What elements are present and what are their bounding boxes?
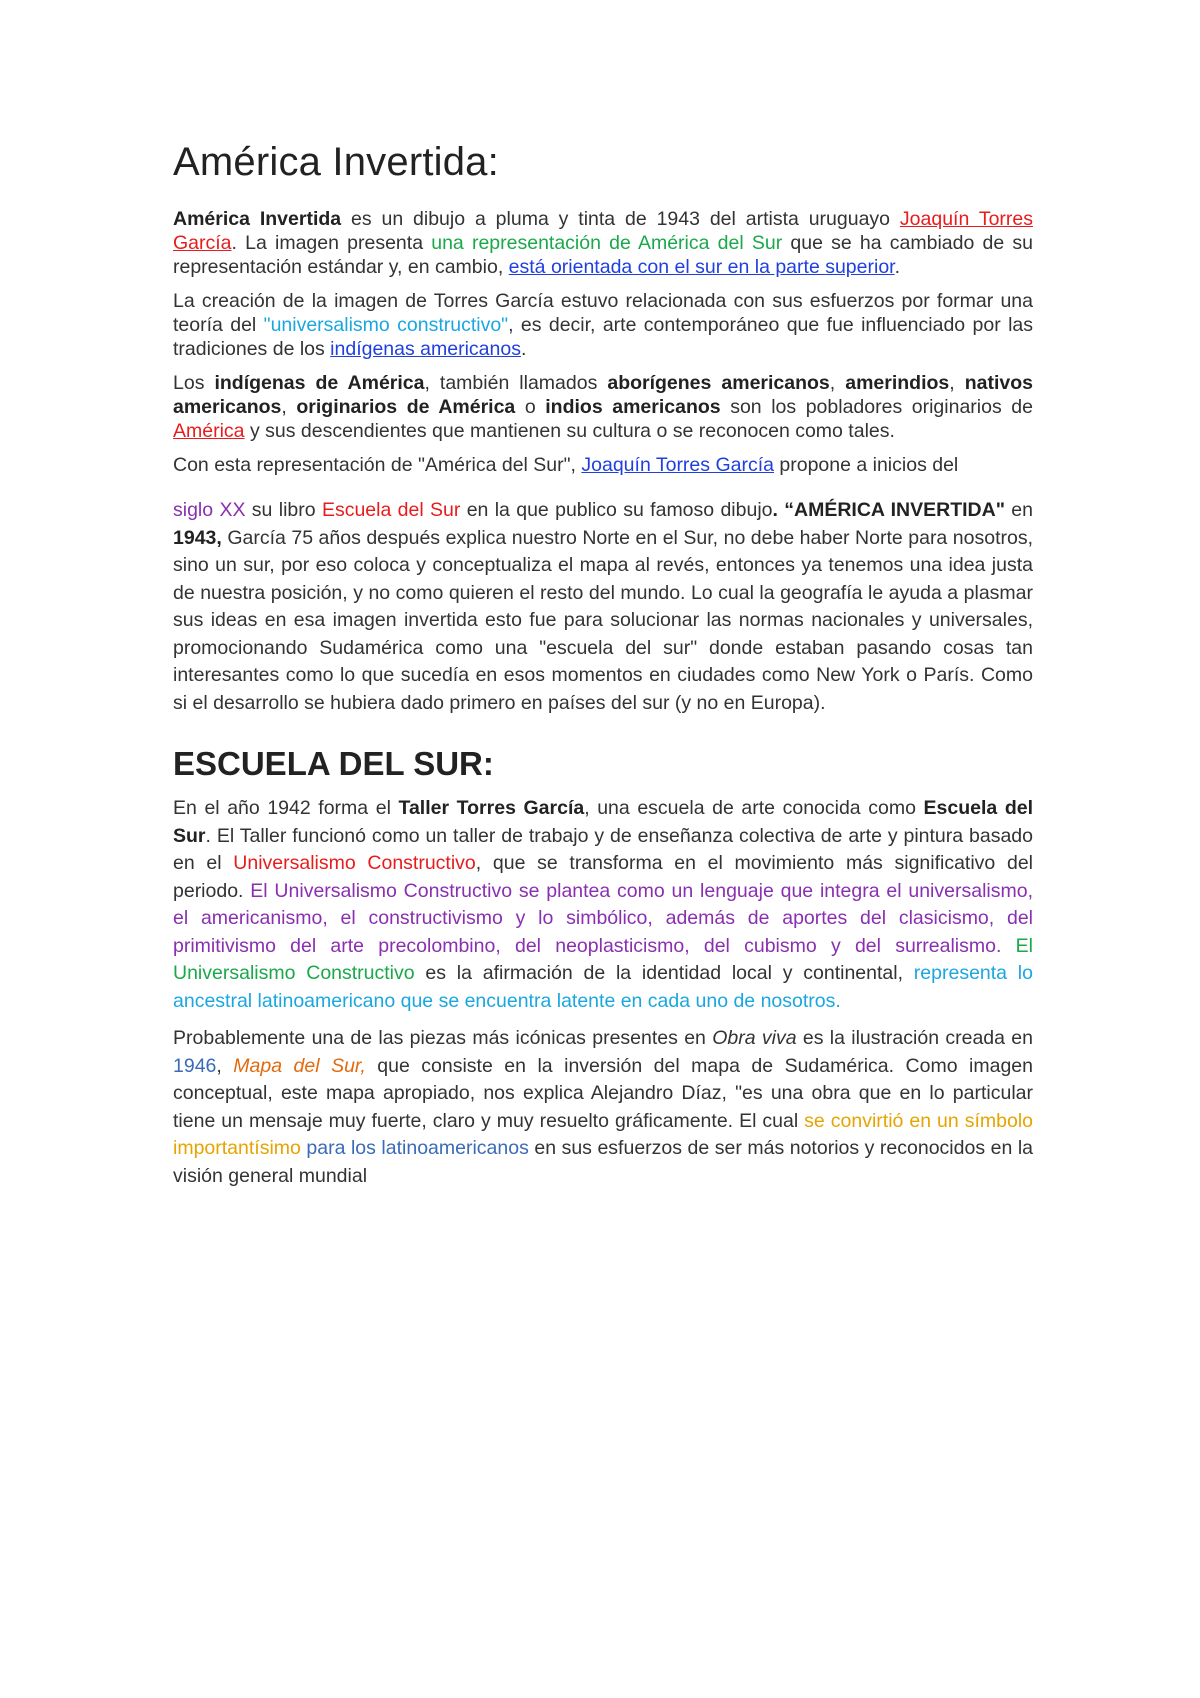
link-america[interactable]: América <box>173 420 245 442</box>
page-title: América Invertida: <box>173 140 499 184</box>
paragraph-escuela: En el año 1942 forma el Taller Torres García, una escuela de arte conocida como Escuela del Sur. El Taller funcionó como un taller de trabajo y de enseñanza colectiva de arte y pintura basado en el Universalismo Constructivo, que se transforma en el movimiento más significativo del periodo. El Universalismo Constructivo se plantea como un lenguaje que integra el universalismo, el americanismo, el constructivismo y lo simbólico, además de aportes del clasicismo, del primitivismo del arte precolombino, del neoplasticismo, del cubismo y del surrealismo. El Universalismo Constructivo es la afirmación de la identidad local y continental, representa lo ancestral latinoamericano que se encuentra latente en cada uno de nosotros. <box>173 797 1033 1012</box>
link-joaquin-torres-garcia-2[interactable]: Joaquín Torres García <box>581 454 774 476</box>
paragraph-siglo-xx: siglo XX su libro Escuela del Sur en la que publico su famoso dibujo. “AMÉRICA INVERTIDA" en 1943, García 75 años después explica nuestro Norte en el Sur, no debe haber Norte para nosotros, sino un sur, por eso coloca y conceptualiza el mapa al revés, entonces ya tenemos una idea justa de nuestra posición, y no como quieren el resto del mundo. Lo cual la geografía le ayuda a plasmar sus ideas en esa imagen invertida esto fue para solucionar las normas nacionales y universales, promocionando Sudamérica como una "escuela del sur" donde estaban pasando cosas tan interesantes como lo que sucedía en esos momentos en ciudades como New York o París. Como si el desarrollo se hubiera dado primero en países del sur (y no en Europa). <box>173 499 1033 714</box>
link-joaquin-torres-garcia[interactable]: Joaquín Torres García <box>173 208 1033 254</box>
paragraph-creation: La creación de la imagen de Torres García estuvo relacionada con sus esfuerzos por formar una teoría del "universalismo constructivo", es decir, arte contemporáneo que fue influenciado por las tradiciones de los indígenas americanos. <box>173 290 1033 360</box>
paragraph-obra-viva: Probablemente una de las piezas más icónicas presentes en Obra viva es la ilustración creada en 1946, Mapa del Sur, que consiste en la inversión del mapa de Sudamérica. Como imagen conceptual, este mapa apropiado, nos explica Alejandro Díaz, "es una obra que en lo particular tiene un mensaje muy fuerte, claro y muy resuelto gráficamente. El cual se convirtió en un símbolo importantísimo para los latinoamericanos en sus esfuerzos de ser más notorios y reconocidos en la visión general mundial <box>173 1027 1033 1187</box>
bold-text: América Invertida <box>173 208 342 230</box>
highlight-text: "universalismo constructivo" <box>263 314 509 336</box>
highlight-text: una representación de América del Sur <box>431 232 783 254</box>
paragraph-indigenas: Los indígenas de América, también llamados aborígenes americanos, amerindios, nativos americanos, originarios de América o indios americanos son los pobladores originarios de América y sus descendientes que mantienen su cultura o se reconocen como tales. <box>173 372 1033 442</box>
link-indigenas-americanos[interactable]: indígenas americanos <box>330 338 521 360</box>
paragraph-representacion: Con esta representación de "América del Sur", Joaquín Torres García propone a inicios del <box>173 454 959 476</box>
paragraph-intro: América Invertida es un dibujo a pluma y tinta de 1943 del artista uruguayo Joaquín Torres García. La imagen presenta una representación de América del Sur que se ha cambiado de su representación estándar y, en cambio, está orientada con el sur en la parte superior. <box>173 208 1033 278</box>
link-orientada-sur[interactable]: está orientada con el sur en la parte superior <box>508 256 895 278</box>
section-heading: ESCUELA DEL SUR: <box>173 745 494 782</box>
